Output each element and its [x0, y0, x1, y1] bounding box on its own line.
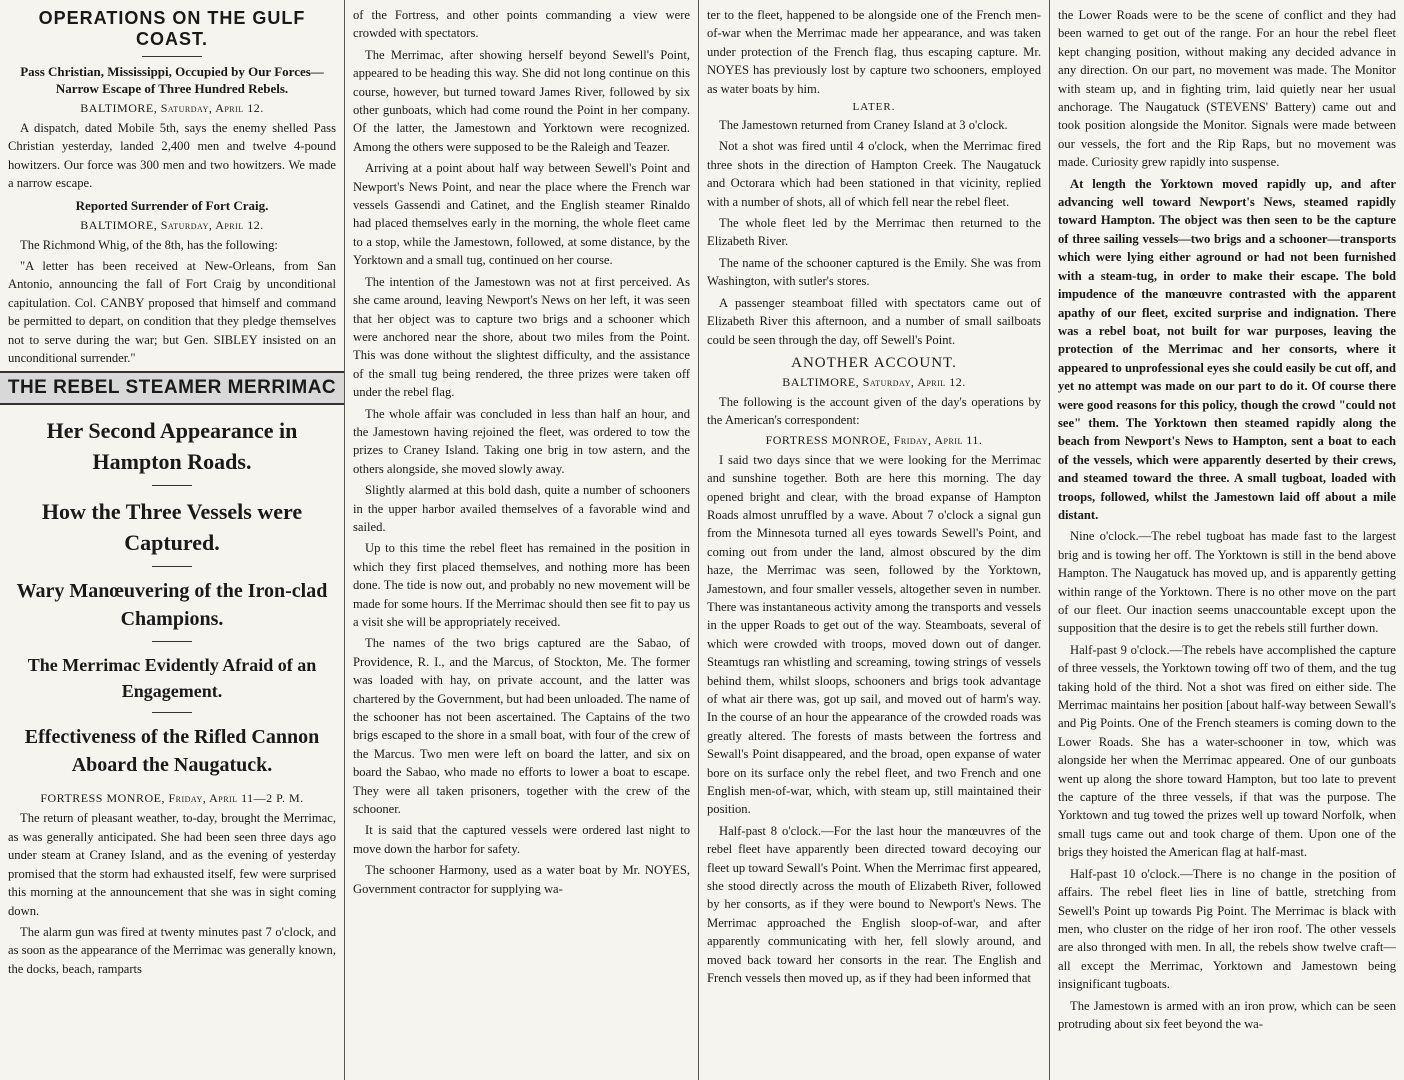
paragraph: A passenger steamboat filled with spectators came out of Elizabeth River this afternoon, and a number of small sailboats could be seen through the day, off Sewell's Point. — [707, 295, 1041, 347]
paragraph: the Lower Roads were to be the scene of conflict and they had been warned to get out of the range. For an hour the rebel fleet kept changing position, without making any decided advance in any direction. On our part, no movement was made. The Monitor with steam up, and in fighting trim, laid quietly near her usual anchorage. The Naugatuck (STEVENS' Battery) came out and took position alongside the Monitor. Signals were made between our vessels, the fort and the Rip Raps, but no movement was made. Curiosity grew rapidly into suspense. — [1058, 8, 1396, 170]
banner-merrimac: THE REBEL STEAMER MERRIMAC — [0, 371, 344, 405]
subhead-fort-craig: Reported Surrender of Fort Craig. — [75, 197, 269, 213]
paragraph: Arriving at a point about half way between Sewell's Point and Newport's News Point, and near the place where the French war vessels Gassendi and Catinet, and the English steamer Rinaldo had placed themselves early in the morning, the whole fleet came to a stop, while the Jamestown, followed, at some distance, by the Yorktown and a small tug, continued on her course. — [353, 161, 690, 268]
paragraph: The names of the two brigs captured are the Sabao, of Providence, R. I., and the Marcus, of Stockton, Me. The former was loaded with hay, on private account, and the latter was chartered by the Government, but had been unloaded. The name of the schooner has not been ascertained. The Captains of the two brigs escaped to the shore in a small boat, with four of the crew of the Marcus. Two men were left on board the latter, and six on board the Sabao, who made no efforts to lower a boat to escape. They were all taken prisoners, together with the crew of the schooner. — [353, 636, 690, 817]
paragraph: It is said that the captured vessels were ordered last night to move down the harbor for safety. — [353, 823, 690, 856]
divider — [152, 566, 192, 567]
deck-second-appearance: Her Second Appearance in Hampton Roads. — [46, 418, 298, 475]
dateline: BALTIMORE, Saturday, April 12. — [782, 374, 966, 389]
paragraph: The alarm gun was fired at twenty minutes past 7 o'clock, and as soon as the appearance of the Merrimac was generally known, the docks, beach, ramparts — [8, 924, 336, 976]
column-4 — [1050, 0, 1404, 1080]
paragraph: At length the Yorktown moved rapidly up, and after advancing well toward Newport's News, steamed rapidly toward Hampton. The object was then seen to be the capture of three sailing vessels—two brigs and a schooner—transports which were lying either aground or had not been furnished with a steam-tug, in order to make their escape. The bold impudence of the manœuvre contrasted with the apparent apathy of our fleet, excited surprise and indignation. There was a rebel boat, not built for war purposes, leaving the protection of the Merrimac and her consorts, where it appeared to unprofessional eyes she could easily be cut off, and yet no attempt was made on our part to do it. Of course there were good reasons for this policy, though the crowd "could not see" them. The Yorktown then steamed rapidly along the beach from Newport's News to Hampton, sent a boat to each of the vessels, which were apparently deserted by their crews, and steamed toward the three. A small tugboat, loaded with troops, followed, whilst the Jamestown laid off about a mile distant. — [1058, 176, 1396, 522]
paragraph: The Richmond Whig, of the 8th, has the following: — [20, 237, 278, 252]
deck-afraid: The Merrimac Evidently Afraid of an Engagement. — [27, 655, 317, 702]
paragraph: Nine o'clock.—The rebel tugboat has made fast to the largest brig and is towing her off. The Yorktown is still in the bend above Hampton. The Naugatuck has moved up, and is apparently getting within range of the Yorktown. There is no other move on the part of our fleet. Our inaction seems unaccountable except upon the supposition that the desire is to get the rebels still further down. — [1058, 529, 1396, 636]
divider — [152, 485, 192, 486]
dateline: FORTRESS MONROE, Friday, April 11. — [765, 432, 983, 447]
deck-three-vessels: How the Three Vessels were Captured. — [41, 499, 303, 556]
headline-gulf-coast: OPERATIONS ON THE GULF COAST. — [38, 8, 306, 49]
paragraph: A dispatch, dated Mobile 5th, says the enemy shelled Pass Christian yesterday, landed 2,400 men and twelve 4-pound howitzers. Our force was 300 men and two howitzers. We made a narrow escape. — [8, 121, 336, 191]
paragraph: Up to this time the rebel fleet has remained in the position in which they first placed themselves, and nothing more has been done. The tide is now out, and probably no new movement will be made for some hours. If the Merrimac should then see fit to pay us a visit she will be appropriately received. — [353, 541, 690, 629]
paragraph: Slightly alarmed at this bold dash, quite a number of schooners in the upper harbor availed themselves of a favorable wind and sailed. — [353, 483, 690, 534]
deck-manoeuvering: Wary Manœuvering of the Iron-clad Champions. — [16, 580, 328, 631]
column-3 — [699, 0, 1050, 1080]
paragraph: Not a shot was fired until 4 o'clock, when the Merrimac fired three shots in the direction of Hampton Creek. The Naugatuck and Octorara which had been stationed in that vicinity, replied with a number of shots, all of which fell near the rebel fleet. — [707, 139, 1041, 209]
paragraph: "A letter has been received at New-Orleans, from San Antonio, announcing the fall of Fort Craig by unconditional capitulation. Col. CANBY proposed that himself and command be permitted to depart, on condition that they pledge themselves not to serve during the war; but Gen. SIBLEY insisted on an unconditional surrender." — [8, 259, 336, 366]
column-1 — [0, 0, 345, 1080]
dateline: BALTIMORE, Saturday, April 12. — [80, 217, 264, 232]
paragraph: The whole fleet led by the Merrimac then returned to the Elizabeth River. — [707, 216, 1041, 249]
paragraph: I said two days since that we were looking for the Merrimac and sunshine together. Both are here this morning. The day opened bright and clear, with the broad expanse of Hampton Roads almost unruffled by a wave. About 7 o'clock a signal gun from the Minnesota turned all eyes towards Sewell's Point, and coming out from under the land, almost obscured by the dim haze, the Merrimac was seen, followed by the Yorktown, Jamestown, and four smaller vessels, altogether seven in number. There was instantaneous activity among the transports and vessels in the upper Roads to get out of the way. Steamboats, several of which were crowded with troops, moved down out of danger. Steamtugs ran whistling and screaming, towing strings of vessels behind them, whilst sloops, schooners and brigs took advantage of what air there was, got up sail, and moved out of harm's way. In the course of an hour the appearance of the crowded roads was greatly altered. The forests of masts between the fortress and Sewall's Point disappeared, and the broad, open expanse of water bore on its surface only the rebel fleet, and two French and one English men-of-war, which, with steam up, still maintained their position. — [707, 452, 1041, 817]
paragraph: The intention of the Jamestown was not at first perceived. As she came around, leaving Newport's News on her left, it was seen that her object was to capture two brigs and a schooner which were anchored near the shore, about two miles from the Point. This was done without the slightest difficulty, and the assistance of the small tug being rendered, the three prizes were taken off under the rebel flag. — [353, 274, 690, 400]
subhead-pass-christian: Pass Christian, Mississippi, Occupied by Our Forces—Narrow Escape of Three Hundred Rebels. — [20, 64, 324, 96]
paragraph: The Jamestown returned from Craney Island at 3 o'clock. — [719, 118, 1008, 133]
paragraph: The whole affair was concluded in less than half an hour, and the Jamestown having rejoined the fleet, was ordered to tow the prizes to Craney Island. Taking one brig in tow astern, and the others alongside, she moved slowly away. — [353, 406, 690, 476]
paragraph: of the Fortress, and other points commanding a view were crowded with spectators. — [353, 8, 690, 41]
divider — [152, 641, 192, 642]
paragraph: The following is the account given of the day's operations by the American's correspondent: — [707, 394, 1041, 428]
paragraph: ter to the fleet, happened to be alongside one of the French men-of-war when the Merrimac made her appearance, and was taken under protection of the French flag, thus escaping capture. Mr. NOYES has previously lost by capture two schooners, employed as water boats by him. — [707, 8, 1041, 96]
divider — [142, 56, 202, 57]
divider — [152, 712, 192, 713]
subhead-another-account: ANOTHER ACCOUNT. — [791, 354, 957, 371]
paragraph: Half-past 10 o'clock.—There is no change in the position of affairs. The rebel fleet lies in line of battle, stretching from Sewell's Point up towards Pig Point. The Merrimac is black with men, who cluster on the ridge of her iron roof. The other vessels are also thronged with men. In all, the rebels show twelve craft—all except the Merrimac, Yorktown and Jamestown being insignificant tugboats. — [1058, 866, 1396, 992]
subhead-later: LATER. — [852, 101, 896, 114]
paragraph: The Jamestown is armed with an iron prow, which can be seen protruding about six feet beyond the wa- — [1058, 998, 1396, 1031]
paragraph: The return of pleasant weather, to-day, brought the Merrimac, as was generally anticipated. She had been seen three days ago under steam at Craney Island, and as the evening of yesterday promised that the storm had exhausted itself, few were surprised this morning at the announcement that she was in sight coming down. — [8, 811, 336, 918]
dateline: FORTRESS MONROE, Friday, April 11—2 P. M. — [40, 791, 304, 806]
paragraph: The Merrimac, after showing herself beyond Sewell's Point, appeared to be heading this way. She did not long continue on this course, however, but turned toward James River, followed by six other gunboats, which had come round the Point in her company. Of the latter, the Jamestown and Yorktown were recognized. Among the others were supposed to be the Raleigh and Teazer. — [353, 47, 690, 154]
deck-rifled-cannon: Effectiveness of the Rifled Cannon Aboard the Naugatuck. — [24, 726, 320, 777]
column-2 — [345, 0, 699, 1080]
paragraph: The schooner Harmony, used as a water boat by Mr. NOYES, Government contractor for supplying wa- — [353, 863, 690, 896]
paragraph: Half-past 8 o'clock.—For the last hour the manœuvres of the rebel fleet have apparently been directed toward decoying our fleet up toward Sewall's Point. When the Merrimac first appeared, she stood directly across the mouth of Elizabeth River, followed by her consorts, as if they were bound to Newport's News. The Merrimac approached the English sloop-of-war, and after apparently communicating with her, fell slowly around, and moved back toward her consorts in the rear. The English and French vessels then moved up, as if they had been informed that — [707, 823, 1041, 986]
paragraph: Half-past 9 o'clock.—The rebels have accomplished the capture of three vessels, the Yorktown towing off two of them, and the tug taking hold of the third. Not a shot was fired on either side. The Merrimac maintains her position [about half-way between Sewall's and Pig Points. One of the French steamers is coming down to the Lower Roads. She has a water-schooner in tow, which was alongside her when the Merrimac appeared. One of our gunboats went up along the shore toward Hampton, but too late to prevent the capture of the three vessels, if that was the purpose. The Yorktown and tug towed the prizes well up toward Norfolk, when small tugs came out and took charge of them. Upon one of the brigs they hoisted the American flag at half-mast. — [1058, 642, 1396, 860]
paragraph: The name of the schooner captured is the Emily. She was from Washington, with sutler's stores. — [707, 255, 1041, 289]
dateline: BALTIMORE, Saturday, April 12. — [80, 101, 264, 115]
